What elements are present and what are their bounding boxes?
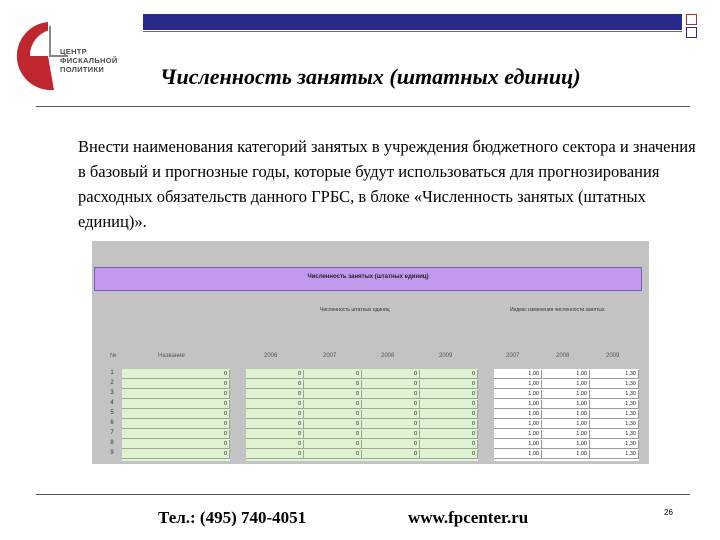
table-cell[interactable]: 0 [122,410,230,419]
table-cell[interactable]: 0 [420,410,478,419]
col-no-header: № [110,353,117,359]
col-index-year-header: 2008 [556,353,570,359]
table-cell[interactable]: 0 [420,450,478,459]
logo-text: ЦЕНТР ФИСКАЛЬНОЙ ПОЛИТИКИ [60,47,118,74]
table-cell[interactable]: 0 [122,420,230,429]
row-number: 5 [110,410,114,416]
table-cell[interactable]: 0 [304,450,362,459]
table-cell[interactable]: 0 [122,370,230,379]
top-decor-bar [143,14,682,30]
sheet-header-title: Численность занятых (штатных единиц) [307,274,429,280]
table-cell[interactable]: 0 [246,390,304,399]
instruction-text: Внести наименования категорий занятых в учреждения бюджетного сектора и значения в базовый и прогнозные годы, которые будут использоваться для прогнозирования расходных обязательств данного ГРБС, в блоке «Численность занятых (штатных единиц)». [78,137,696,231]
table-cell[interactable]: 1,00 [494,420,542,429]
page-number: 26 [664,508,673,517]
table-cell[interactable]: 0 [420,370,478,379]
row-number: 2 [110,380,114,386]
row-number: 7 [110,430,114,436]
table-cell[interactable]: 0 [246,400,304,409]
footer-website: www.fpcenter.ru [408,508,529,527]
table-cell[interactable]: 0 [122,440,230,449]
table-cell[interactable]: 0 [362,380,420,389]
table-cell[interactable]: 1,30 [590,390,639,399]
table-cell[interactable]: 0 [420,390,478,399]
table-cell[interactable]: 1,00 [542,390,590,399]
table-cell[interactable]: 0 [122,400,230,409]
sheet-header-band [94,267,642,291]
table-cell[interactable]: 1,30 [590,450,639,459]
table-cell[interactable]: 0 [246,370,304,379]
table-cell[interactable]: 0 [304,440,362,449]
table-cell[interactable]: 0 [362,410,420,419]
col-name-header: Название [158,353,185,359]
table-cell[interactable]: 0 [420,440,478,449]
table-cell[interactable]: 0 [420,400,478,409]
table-cell[interactable]: 0 [420,420,478,429]
footer-divider [36,494,690,495]
table-cell[interactable]: 0 [122,450,230,459]
table-cell[interactable]: 0 [246,430,304,439]
table-cell[interactable]: 1,30 [590,370,639,379]
table-cell[interactable]: 0 [122,430,230,439]
top-decor-line [143,31,682,32]
table-cell[interactable]: 0 [362,400,420,409]
table-cell[interactable]: 1,00 [494,370,542,379]
col-year-header: 2007 [323,353,337,359]
table-cell[interactable]: 0 [420,380,478,389]
center-fiscal-policy-logo [10,16,120,96]
table-cell[interactable]: 1,00 [494,440,542,449]
table-cell[interactable]: 1,30 [590,440,639,449]
table-cell[interactable]: 1,00 [494,400,542,409]
sheet-subheader-left: Численность штатных единиц [320,307,390,313]
row-number: 4 [110,400,114,406]
title-divider [36,106,690,107]
table-cell[interactable]: 1,00 [542,380,590,389]
sheet-subheader-right: Индекс изменения численности занятых [510,307,605,313]
table-cell[interactable]: 0 [246,440,304,449]
table-cell[interactable]: 1,00 [542,420,590,429]
table-cell[interactable]: 1,00 [542,410,590,419]
table-cell[interactable]: 1,00 [542,450,590,459]
table-cell[interactable]: 0 [246,420,304,429]
table-cell[interactable]: 0 [122,380,230,389]
table-cell[interactable]: 1,30 [590,420,639,429]
table-cell[interactable]: 1,30 [590,430,639,439]
table-cell[interactable]: 1,30 [590,410,639,419]
table-cell[interactable]: 0 [246,380,304,389]
row-number: 9 [110,450,114,456]
table-cell[interactable]: 0 [420,430,478,439]
col-year-header: 2006 [264,353,278,359]
table-cell[interactable]: 0 [246,410,304,419]
table-cell[interactable]: 0 [362,450,420,459]
table-cell[interactable]: 0 [304,380,362,389]
table-cell[interactable]: 0 [304,420,362,429]
row-number: 6 [110,420,114,426]
table-cell[interactable]: 1,00 [494,380,542,389]
table-cell[interactable]: 0 [304,430,362,439]
table-cell[interactable]: 1,00 [542,370,590,379]
table-cell[interactable]: 1,00 [494,390,542,399]
row-number: 3 [110,390,114,396]
col-index-year-header: 2007 [506,353,520,359]
decor-square-blue [686,27,697,38]
page-title: Численность занятых (штатных единиц) [160,64,581,89]
table-cell[interactable]: 1,00 [542,430,590,439]
table-cell[interactable]: 1,30 [590,400,639,409]
decor-square-red [686,14,697,25]
col-year-header: 2009 [439,353,453,359]
table-cell[interactable]: 1,00 [494,430,542,439]
table-cell[interactable]: 0 [122,390,230,399]
table-cell[interactable]: 1,00 [542,440,590,449]
table-cell[interactable]: 0 [304,410,362,419]
table-cell[interactable]: 0 [246,450,304,459]
table-cell[interactable]: 0 [304,390,362,399]
table-cell[interactable]: 0 [304,400,362,409]
row-number: 1 [110,370,114,376]
table-cell[interactable]: 0 [362,390,420,399]
table-cell[interactable]: 1,00 [494,450,542,459]
row-number: 8 [110,440,114,446]
table-cell[interactable]: 0 [304,370,362,379]
col-index-year-header: 2009 [606,353,620,359]
col-year-header: 2008 [381,353,395,359]
footer-phone: Тел.: (495) 740-4051 [158,508,307,527]
spreadsheet-screenshot [92,241,649,464]
table-cell[interactable]: 1,00 [542,400,590,409]
table-cell[interactable]: 0 [362,430,420,439]
table-cell[interactable]: 0 [362,420,420,429]
table-cell[interactable]: 0 [362,440,420,449]
table-cell[interactable]: 1,00 [494,410,542,419]
table-cell[interactable]: 0 [362,370,420,379]
table-cell[interactable]: 1,30 [590,380,639,389]
